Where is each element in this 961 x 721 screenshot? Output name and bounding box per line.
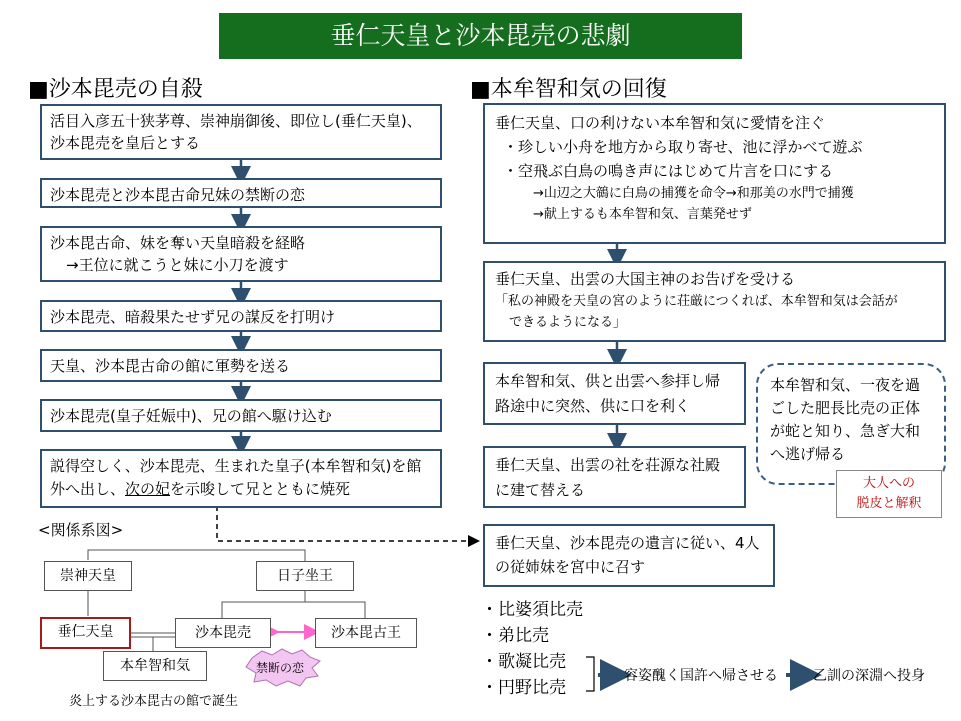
right-section-heading: ■本牟智和気の回復 <box>470 77 667 102</box>
recovery-box-2-line2: 「私の神殿を天皇の宮のように荘厳につくれば、本牟智和気は会話が <box>495 294 898 309</box>
family-heading: <関係系図> <box>38 521 124 539</box>
recovery-box-2 <box>483 261 946 342</box>
node-sahobiko: 沙本毘古王 <box>315 618 417 648</box>
hinaga-note: 本牟智和気、一夜を過ごした肥長比売の正体が蛇と知り、急ぎ大和へ逃げ帰る <box>756 363 946 485</box>
flow-box-1: 活目入彦五十狭茅尊、崇神崩御後、即位し(垂仁天皇)、沙本毘売を皇后とする <box>40 104 442 160</box>
flow-box-3-line1: 沙本毘古命、妹を奪い天皇暗殺を経略 <box>50 234 306 252</box>
node-homuchi: 本牟智和気 <box>103 651 207 681</box>
node-sujin: 崇神天皇 <box>44 561 132 591</box>
flow-box-3-line2: →王位に就こうと妹に小刀を渡す <box>66 256 289 274</box>
sister-1: ・比婆須比売 <box>481 600 583 620</box>
next-consort-text: 次の妃 <box>125 480 171 498</box>
sisters-bracket <box>586 657 594 691</box>
flow-box-4: 沙本毘売、暗殺果たせず兄の謀反を打明け <box>40 300 442 332</box>
birth-note: 炎上する沙本毘古の館で誕生 <box>69 694 239 709</box>
node-suinin: 垂仁天皇 <box>40 617 131 649</box>
flow-box-7 <box>40 449 442 508</box>
recovery-box-2-line3: できるようになる」 <box>509 315 627 330</box>
flow-box-7-tail: を示唆して兄とともに焼死 <box>170 480 351 498</box>
tree-line <box>88 550 305 561</box>
recovery-box-1-line4: →山辺之大鶙に白鳥の捕獲を命令→和那美の水門で捕獲 <box>533 186 854 201</box>
flow-box-7-text: 説得空しく、沙本毘売、生まれた皇子(本牟智和気)を館外へ出し、 <box>50 457 422 498</box>
interpretation-line1: 大人への <box>862 476 915 491</box>
recovery-box-1-line3: ・空飛ぶ白鳥の鳴き声にはじめて片言を口にする <box>503 162 834 180</box>
flow-box-6: 沙本毘売(皇子妊娠中)、兄の館へ駆け込む <box>40 399 442 432</box>
recovery-box-4: 垂仁天皇、出雲の社を荘源な社殿に建て替える <box>483 446 746 508</box>
dashed-link <box>217 506 474 541</box>
fate-return-home: 容姿醜く国許へ帰させる <box>624 668 778 684</box>
recovery-box-1-line2: ・珍しい小舟を地方から取り寄せ、池に浮かべて遊ぶ <box>503 138 863 156</box>
flow-box-2: 沙本毘売と沙本毘古命兄妹の禁断の恋 <box>40 178 442 208</box>
forbidden-love-label: 禁断の恋 <box>256 661 305 675</box>
sister-2: ・弟比売 <box>481 626 549 646</box>
left-section-heading: ■沙本毘売の自殺 <box>28 77 203 102</box>
recovery-box-1-line1: 垂仁天皇、口の利けない本牟智和気に愛情を注ぐ <box>495 114 826 132</box>
recovery-box-3: 本牟智和気、供と出雲へ参拝し帰路途中に突然、供に口を利く <box>483 362 746 425</box>
node-hikoimasu: 日子坐王 <box>256 561 354 591</box>
tree-line <box>222 590 365 618</box>
flow-box-3 <box>40 226 442 282</box>
recovery-box-5: 垂仁天皇、沙本毘売の遺言に従い、4人の従姉妹を宮中に召す <box>483 524 775 587</box>
sister-4: ・円野比売 <box>481 678 566 698</box>
interpretation-note <box>836 470 942 518</box>
page-title: 垂仁天皇と沙本毘売の悲劇 <box>219 13 742 59</box>
flow-box-5: 天皇、沙本毘古命の館に軍勢を送る <box>40 349 442 382</box>
recovery-box-1-line5: →献上するも本牟智和気、言葉発せず <box>533 207 752 222</box>
sister-3: ・歌凝比売 <box>481 652 566 672</box>
recovery-box-2-line1: 垂仁天皇、出雲の大国主神のお告げを受ける <box>495 270 796 288</box>
recovery-box-1 <box>483 103 946 244</box>
interpretation-line2: 脱皮と解釈 <box>856 496 922 511</box>
node-sahobime: 沙本毘売 <box>175 618 271 648</box>
fate-drown: 乙訓の深淵へ投身 <box>813 668 925 684</box>
